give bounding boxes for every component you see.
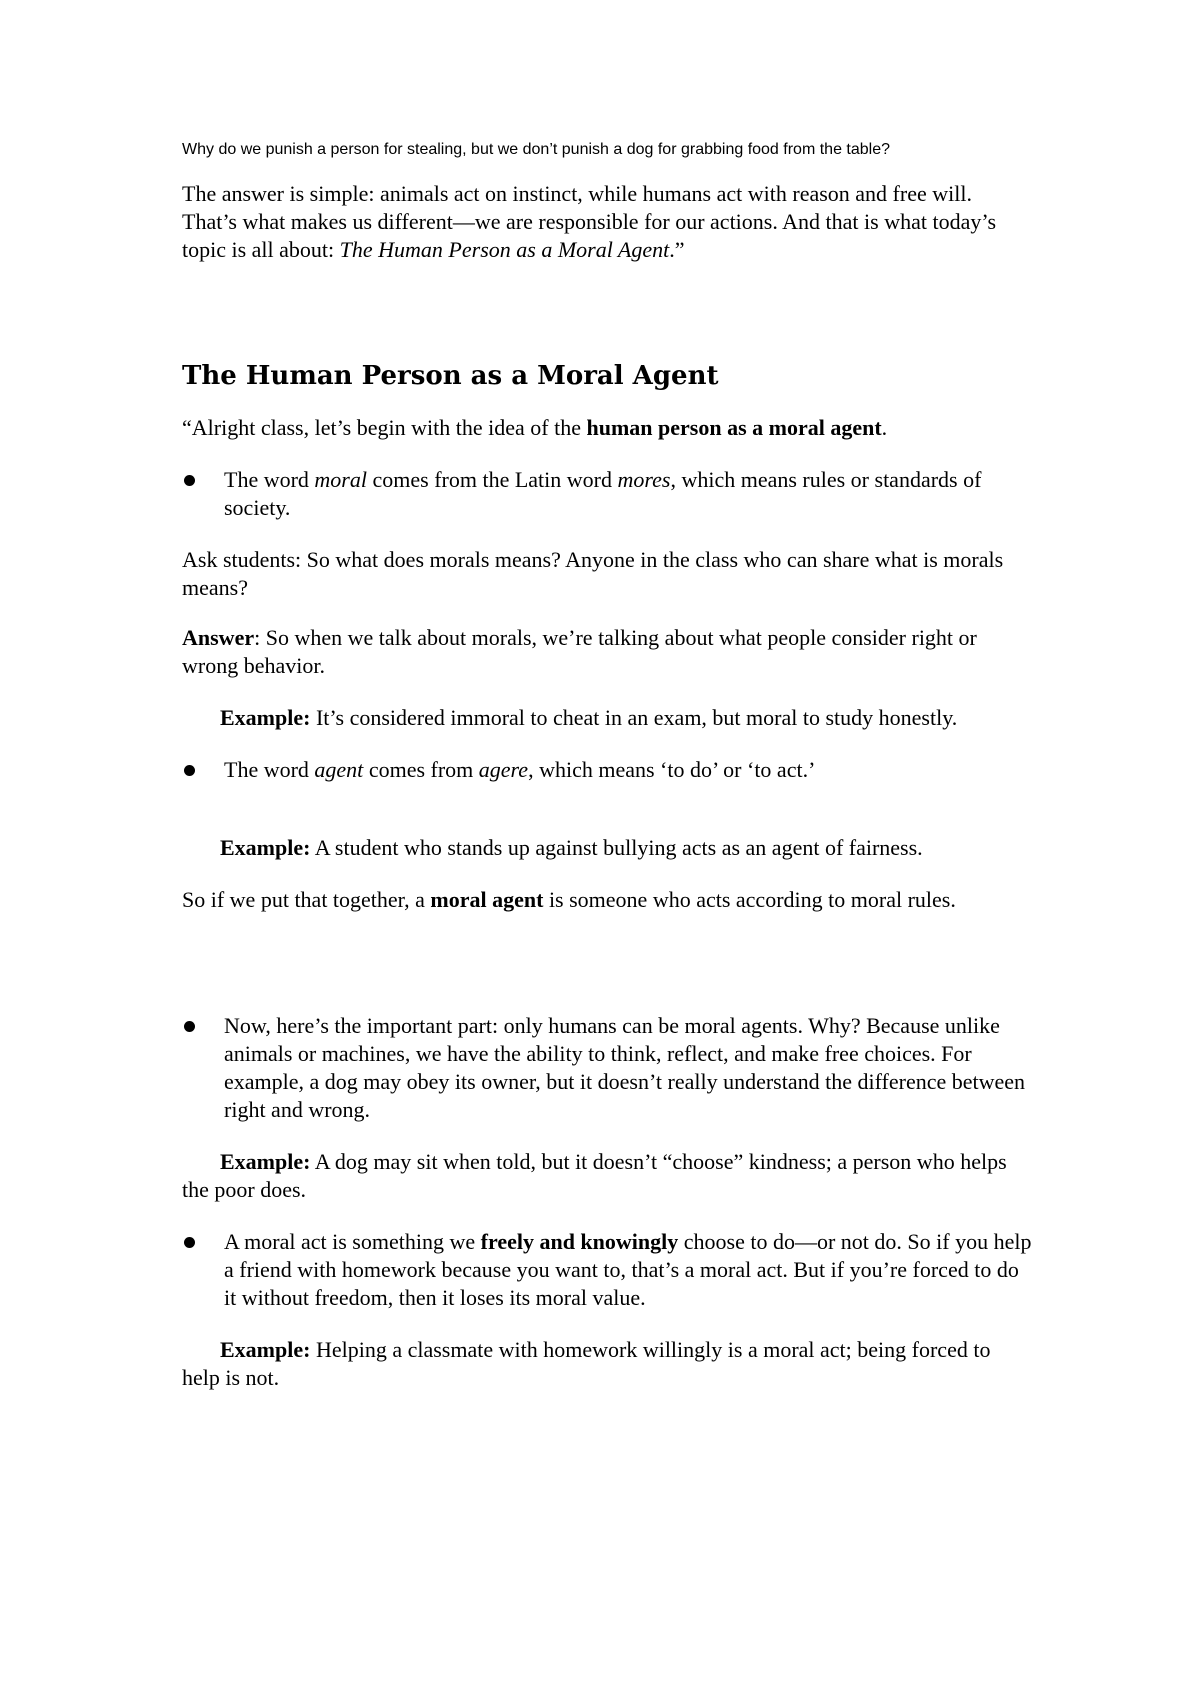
topic-title-italic: The Human Person as a Moral Agent bbox=[339, 237, 670, 262]
bullet-dot-icon bbox=[184, 765, 195, 776]
example-bullying: Example: A student who stands up against bullying acts as an agent of fairness. bbox=[220, 835, 923, 860]
moral-agent-definition: So if we put that together, a moral agent is someone who acts according to moral rules. bbox=[182, 887, 956, 912]
example-cheating: Example: It’s considered immoral to cheat in an exam, but moral to study honestly. bbox=[220, 705, 958, 730]
intro-answer: The answer is simple: animals act on instinct, while humans act with reason and free will. That’s what makes us different—we are responsible for our actions. And that is what today’s topic is all about: The Human Person as a Moral Agent.” bbox=[182, 181, 997, 262]
example-dog: Example: A dog may sit when told, but it doesn’t “choose” kindness; a person who helps the poor does. bbox=[182, 1149, 1007, 1202]
ask-students: Ask students: So what does morals means? Anyone in the class who can share what is morals means? bbox=[182, 547, 1004, 600]
bullet-dot-icon bbox=[184, 475, 195, 486]
answer-paragraph: Answer: So when we talk about morals, we’re talking about what people consider right or wrong behavior. bbox=[182, 625, 977, 678]
bullet-moral: The word moral comes from the Latin word mores, which means rules or standards of society. bbox=[182, 466, 1032, 522]
bullet-only-humans: Now, here’s the important part: only humans can be moral agents. Why? Because unlike animals or machines, we have the ability to think, reflect, and make free choices. For example, a dog may obey its owner, but it doesn’t really understand the difference between right and wrong. bbox=[182, 1012, 1032, 1124]
section-heading: The Human Person as a Moral Agent bbox=[182, 361, 719, 391]
opening-line: “Alright class, let’s begin with the idea of the human person as a moral agent. bbox=[182, 415, 888, 440]
bullet-dot-icon bbox=[184, 1021, 195, 1032]
bullet-agent: The word agent comes from agere, which means ‘to do’ or ‘to act.’ bbox=[182, 756, 1032, 784]
intro-question: Why do we punish a person for stealing, but we don’t punish a dog for grabbing food from the table? bbox=[182, 141, 890, 158]
bullet-moral-act: A moral act is something we freely and knowingly choose to do—or not do. So if you help a friend with homework because you want to, that’s a moral act. But if you’re forced to do it without freedom, then it loses its moral value. bbox=[182, 1228, 1032, 1312]
bullet-dot-icon bbox=[184, 1237, 195, 1248]
document-page bbox=[182, 140, 1032, 1392]
example-homework: Example: Helping a classmate with homework willingly is a moral act; being forced to help is not. bbox=[182, 1337, 991, 1390]
